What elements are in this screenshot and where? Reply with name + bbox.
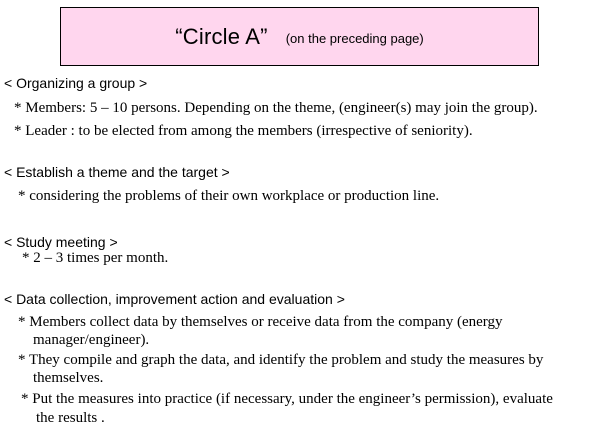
section-heading-theme: < Establish a theme and the target > [4,164,230,180]
section-heading-organizing: < Organizing a group > [4,75,148,91]
study-meeting-line: * 2 – 3 times per month. [22,250,169,266]
section-heading-data-collection: < Data collection, improvement action and evaluation > [4,291,345,307]
members-line: * Members: 5 – 10 persons. Depending on the theme, (engineer(s) may join the group). [14,100,538,116]
data-collection-line-cont: manager/engineer). [33,332,150,348]
theme-line: * considering the problems of their own workplace or production line. [18,188,440,204]
practice-line: * Put the measures into practice (if necessary, under the engineer’s permission), evaluate [21,391,553,407]
title-note: (on the preceding page) [285,31,424,46]
page-title: “Circle A” [175,23,268,49]
practice-line-cont: the results . [36,410,105,426]
section-heading-study-meeting: < Study meeting > [4,234,118,250]
title-box [60,7,539,66]
leader-line: * Leader : to be elected from among the members (irrespective of seniority). [14,123,473,139]
data-collection-line: * Members collect data by themselves or receive data from the company (energy [18,314,503,330]
compile-graph-line: * They compile and graph the data, and identify the problem and study the measures by [18,352,544,368]
compile-graph-line-cont: themselves. [33,370,104,386]
